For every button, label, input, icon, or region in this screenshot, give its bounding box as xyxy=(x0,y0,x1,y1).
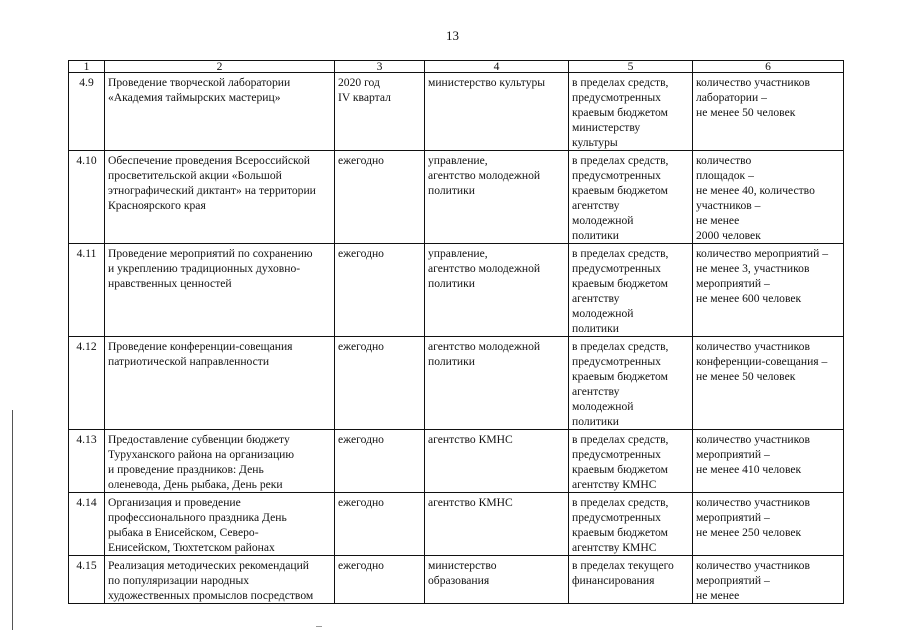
executor-cell: министерство образования xyxy=(425,556,569,604)
event-cell: Организация и проведение профессионального праздника День рыбака в Енисейском, Северо- Енисейском, Тюхтетском районах xyxy=(105,493,335,556)
indicator-cell: количество площадок – не менее 40, количество участников – не менее 2000 человек xyxy=(693,151,844,244)
period-cell: ежегодно xyxy=(335,493,425,556)
column-header: 4 xyxy=(425,61,569,73)
table-row xyxy=(69,151,844,244)
funding-cell: в пределах средств, предусмотренных краевым бюджетом агентству молодежной политики xyxy=(569,337,693,430)
column-header: 3 xyxy=(335,61,425,73)
row-number: 4.12 xyxy=(69,337,105,430)
funding-cell: в пределах средств, предусмотренных краевым бюджетом агентству КМНС xyxy=(569,493,693,556)
event-cell: Обеспечение проведения Всероссийской просветительской акции «Большой этнографический диктант» на территории Красноярского края xyxy=(105,151,335,244)
event-cell: Предоставление субвенции бюджету Туруханского района на организацию и проведение праздников: День оленевода, День рыбака, День реки xyxy=(105,430,335,493)
executor-cell: агентство КМНС xyxy=(425,493,569,556)
table-row xyxy=(69,337,844,430)
page-number: 13 xyxy=(446,28,459,43)
period-cell: ежегодно xyxy=(335,430,425,493)
funding-cell: в пределах средств, предусмотренных краевым бюджетом министерству культуры xyxy=(569,73,693,151)
indicator-cell: количество участников мероприятий – не менее 250 человек xyxy=(693,493,844,556)
row-number: 4.9 xyxy=(69,73,105,151)
event-cell: Проведение творческой лаборатории «Академия таймырских мастериц» xyxy=(105,73,335,151)
page-edge-line xyxy=(12,410,13,630)
row-number: 4.11 xyxy=(69,244,105,337)
funding-cell: в пределах средств, предусмотренных краевым бюджетом агентству КМНС xyxy=(569,430,693,493)
table-row xyxy=(69,244,844,337)
column-header: 5 xyxy=(569,61,693,73)
indicator-cell: количество участников лаборатории – не менее 50 человек xyxy=(693,73,844,151)
table-row xyxy=(69,73,844,151)
executor-cell: управление, агентство молодежной политики xyxy=(425,244,569,337)
period-cell: ежегодно xyxy=(335,244,425,337)
column-header: 2 xyxy=(105,61,335,73)
period-cell: ежегодно xyxy=(335,337,425,430)
scan-mark xyxy=(316,626,322,627)
executor-cell: агентство молодежной политики xyxy=(425,337,569,430)
row-number: 4.13 xyxy=(69,430,105,493)
table-row xyxy=(69,493,844,556)
table-row xyxy=(69,556,844,604)
period-cell: ежегодно xyxy=(335,151,425,244)
row-number: 4.14 xyxy=(69,493,105,556)
event-cell: Проведение мероприятий по сохранению и укреплению традиционных духовно- нравственных ценностей xyxy=(105,244,335,337)
event-cell: Реализация методических рекомендаций по популяризации народных художественных промыслов посредством xyxy=(105,556,335,604)
period-cell: ежегодно xyxy=(335,556,425,604)
indicator-cell: количество мероприятий – не менее 3, участников мероприятий – не менее 600 человек xyxy=(693,244,844,337)
row-number: 4.15 xyxy=(69,556,105,604)
table-row xyxy=(69,430,844,493)
funding-cell: в пределах средств, предусмотренных краевым бюджетом агентству молодежной политики xyxy=(569,244,693,337)
period-cell: 2020 год IV квартал xyxy=(335,73,425,151)
plan-table xyxy=(68,60,844,604)
indicator-cell: количество участников мероприятий – не менее xyxy=(693,556,844,604)
funding-cell: в пределах текущего финансирования xyxy=(569,556,693,604)
funding-cell: в пределах средств, предусмотренных краевым бюджетом агентству молодежной политики xyxy=(569,151,693,244)
indicator-cell: количество участников мероприятий – не менее 410 человек xyxy=(693,430,844,493)
executor-cell: агентство КМНС xyxy=(425,430,569,493)
event-cell: Проведение конференции-совещания патриотической направленности xyxy=(105,337,335,430)
executor-cell: управление, агентство молодежной политики xyxy=(425,151,569,244)
column-header: 1 xyxy=(69,61,105,73)
column-header: 6 xyxy=(693,61,844,73)
row-number: 4.10 xyxy=(69,151,105,244)
indicator-cell: количество участников конференции-совещания – не менее 50 человек xyxy=(693,337,844,430)
executor-cell: министерство культуры xyxy=(425,73,569,151)
table-header-row xyxy=(69,61,844,73)
